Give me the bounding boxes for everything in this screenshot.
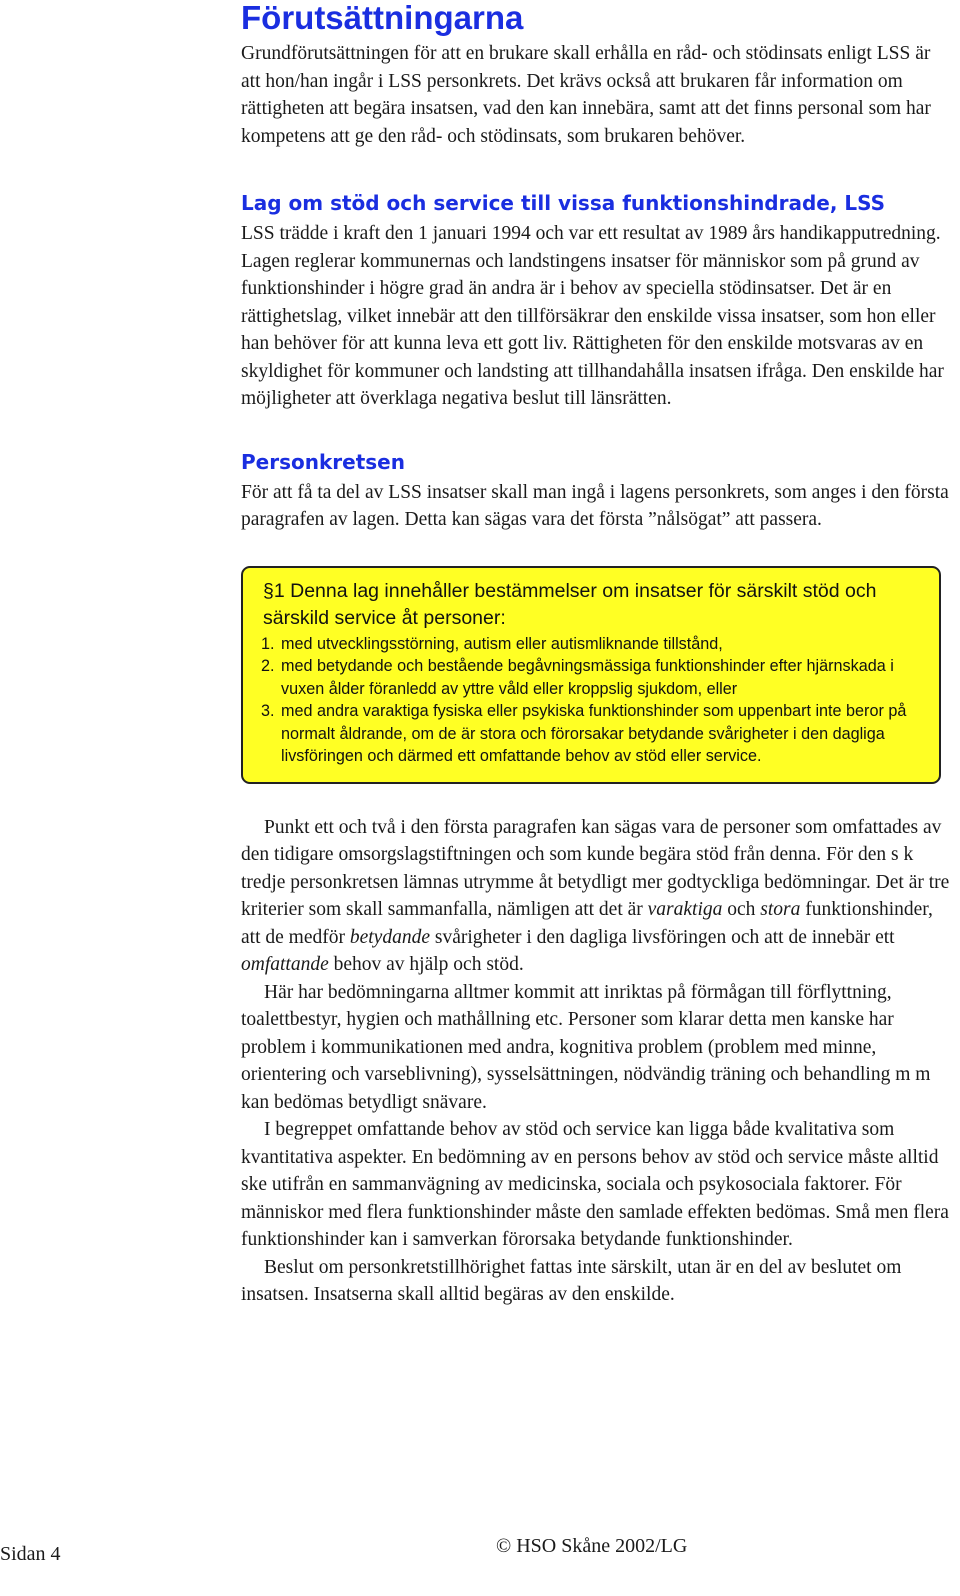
section-body-personkretsen: För att få ta del av LSS insatser skall man ingå i lagens personkrets, som anges i den första paragrafen av lagen. Detta kan sägas vara det första ”nålsögat” att passera.	[241, 481, 949, 530]
body-text	[241, 814, 951, 1309]
paragraph-text: svårigheter i den dagliga livsföringen och att de innebär ett	[429, 926, 895, 948]
law-item-text: med andra varaktiga fysiska eller psykiska funktionshinder som uppenbart inte beror på normalt åldrande, om de är stora och förorsakar betydande svårigheter i den dagliga livsföringen och därmed ett omfattande behov av stöd eller service.	[281, 702, 907, 765]
page-number: Sidan 4	[0, 1543, 61, 1565]
paragraph-text: Punkt ett och två i den första paragrafen kan sägas vara de personer som omfattades av den tidigare omsorgslagstiftningen och som kunde begära stöd från denna. För den s k tredje personkretsen lämnas utrymme åt betydligt mer godtyckliga bedömningar. Det är tre kriterier som skall sammanfalla, nämligen att det är	[241, 816, 950, 920]
section-body-forutsattningarna: Grundförutsättningen för att en brukare skall erhålla en råd- och stödinsats enligt LSS är att hon/han ingår i LSS personkrets. Det krävs också att brukaren får information om rättigheten att begära insatsen, vad den kan innebära, samt att det finns personal som har kompetens att ge den råd- och stödinsats, som brukaren behöver.	[241, 43, 931, 147]
paragraph-text: och	[722, 899, 761, 920]
section-title-lss: Lag om stöd och service till vissa funktionshindrade, LSS	[241, 191, 886, 215]
paragraph-text: funktionshinder, att de medför	[241, 899, 933, 948]
paragraph-text: behov av hjälp och stöd.	[328, 954, 524, 975]
law-item-text: med utvecklingsstörning, autism eller autismliknande tillstånd,	[281, 634, 723, 653]
paragraph-comprehensive-needs: I begreppet omfattande behov av stöd och service kan ligga både kvalitativa som kvantitativa aspekter. En bedömning av en persons behov av stöd och service måste alltid ske utifrån en sammanvägning av medicinska, sociala och psykosociala faktorer. För människor med flera funktionshinder måste den samlade effekten bedömas. Små men flera funktionshinder kan i samverkan förorsaka betydande funktionshinder.	[241, 1119, 949, 1250]
section-body-lss: LSS trädde i kraft den 1 januari 1994 och var ett resultat av 1989 års handikapputredning. Lagen reglerar kommunernas och landstingens insatser för människor som på grund av funktionshinder i högre grad än andra är i behov av speciella stödinsatser. Det är en rättighetslag, vilket innebär att den tillförsäkrar den enskilde vissa insatser, som hon eller han behöver för att kunna leva ett gott liv. Rättigheten för den enskilde motsvaras av en skyldighet för kommuner och landsting att tillhandahålla insatsen ifråga. Den enskilde har möjligheter att överklaga negativa beslut till länsrätten.	[241, 223, 944, 409]
law-item-text: med betydande och bestående begåvningsmässiga funktionshinder efter hjärnskada i vuxen ålder föranledd av yttre våld eller kroppslig sjukdom, eller	[281, 657, 894, 698]
paragraph-decision: Beslut om personkretstillhörighet fattas inte särskilt, utan är en del av beslutet om insatsen. Insatserna skall alltid begäras av den enskilde.	[241, 1256, 902, 1305]
emphasis-varaktiga: varaktiga	[647, 899, 723, 920]
law-quote-box	[241, 566, 941, 784]
emphasis-betydande: betydande	[349, 926, 430, 948]
page-content	[241, 0, 951, 1309]
law-item-number: 3.	[261, 702, 275, 720]
law-item-number: 1.	[261, 634, 275, 653]
law-item	[261, 700, 921, 768]
paragraph-criteria	[241, 814, 951, 979]
section-title-forutsattningarna: Förutsättningarna	[241, 0, 524, 36]
paragraph-assessment: Här har bedömningarna alltmer kommit att inriktas på förmågan till förflyttning, toalettbestyr, hygien och mathållning etc. Personer som klarar detta men kanske har problem i kommunikationen med andra, kognitiva problem (problem med minne, orientering och varseblivning), sysselsättningen, nödvändig träning och behandling m m kan bedömas betydligt snävare.	[241, 981, 931, 1113]
law-intro: §1 Denna lag innehåller bestämmelser om insatser för särskilt stöd och särskild service åt personer:	[263, 579, 877, 629]
law-item-number: 2.	[261, 657, 275, 675]
law-item	[261, 633, 921, 656]
law-list	[261, 633, 921, 768]
emphasis-stora: stora	[760, 899, 801, 920]
section-title-personkretsen: Personkretsen	[241, 449, 405, 474]
law-item	[261, 655, 921, 700]
emphasis-omfattande: omfattande	[241, 954, 329, 975]
copyright-notice: © HSO Skåne 2002/LG	[496, 1535, 688, 1557]
